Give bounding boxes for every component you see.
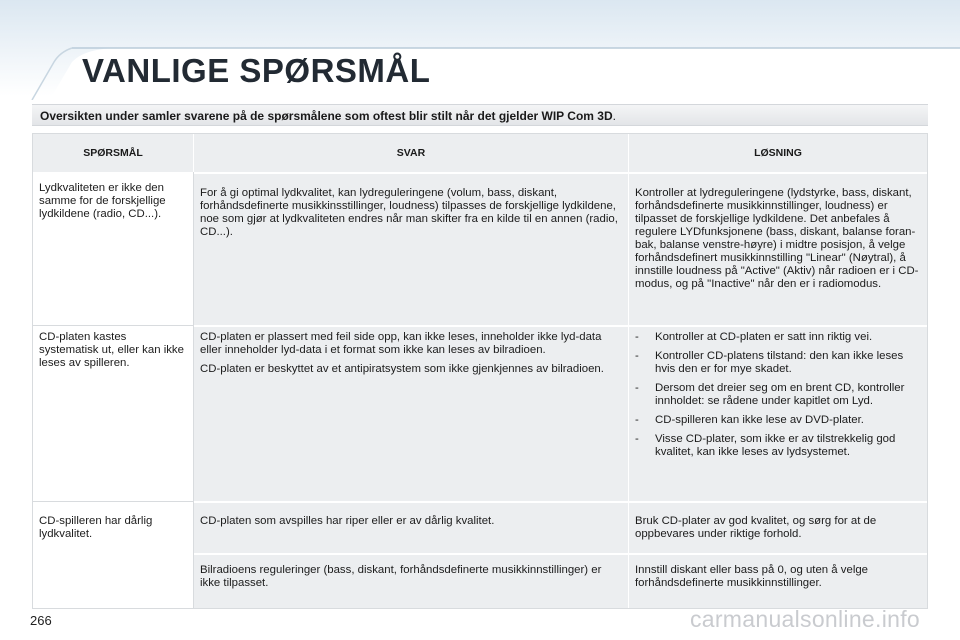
column-header-answer: SVAR	[194, 134, 628, 172]
solution-cell: Innstill diskant eller bass på 0, og uten å velge forhåndsdefinerte musikkinnstillinger.	[635, 564, 869, 589]
question-cell: CD-platen kastes systematisk ut, eller kan ikke leses av spilleren.	[39, 331, 184, 369]
column-divider	[193, 172, 194, 608]
faq-table	[32, 133, 928, 609]
solution-list-item: - Kontroller at CD-platen er satt inn riktig vei.	[635, 331, 919, 344]
watermark: carmanualsonline.info	[689, 606, 920, 632]
question-cell: CD-spilleren har dårlig lydkvalitet.	[39, 515, 153, 540]
row-divider	[33, 325, 193, 326]
solution-list-item: - Visse CD-plater, som ikke er av tilstrekkelig god kvalitet, kan ikke leses av lydsystemet.	[635, 433, 919, 459]
solution-list-item: - CD-spilleren kan ikke lese av DVD-plater.	[635, 414, 919, 427]
answer-paragraph: CD-platen er beskyttet av et antipiratsystem som ikke gjenkjennes av bilradioen.	[200, 363, 604, 375]
solution-list-item: - Dersom det dreier seg om en brent CD, kontroller innholdet: se rådene under kapitlet om Lyd.	[635, 382, 919, 408]
intro-text: Oversikten under samler svarene på de spørsmålene som oftest blir stilt når det gjelder WIP Com 3D	[40, 109, 613, 123]
solution-cell: Bruk CD-plater av god kvalitet, og sørg for at de oppbevares under riktige forhold.	[635, 515, 877, 540]
answer-cell: CD-platen som avspilles har riper eller er av dårlig kvalitet.	[200, 515, 495, 527]
row-divider	[33, 501, 193, 502]
solution-list-item: - Kontroller CD-platens tilstand: den kan ikke leses hvis den er for mye skadet.	[635, 350, 919, 376]
column-header-solution: LØSNING	[629, 134, 927, 172]
question-cell: Lydkvaliteten er ikke den samme for de forskjellige lydkildene (radio, CD...).	[39, 182, 166, 220]
solution-cell	[635, 331, 925, 465]
intro-suffix: .	[612, 109, 616, 123]
cell-bg	[194, 503, 628, 553]
column-header-question: SPØRSMÅL	[33, 134, 193, 172]
answer-cell	[200, 331, 624, 382]
solution-list	[635, 331, 919, 459]
page-title: VANLIGE SPØRSMÅL	[82, 52, 431, 89]
answer-cell: Bilradioens reguleringer (bass, diskant, forhåndsdefinerte musikkinnstillinger) er ikke tilpasset.	[200, 564, 602, 589]
intro-bar	[32, 104, 928, 126]
page-number: 266	[30, 613, 52, 628]
answer-cell: For å gi optimal lydkvalitet, kan lydreguleringene (volum, bass, diskant, forhåndsdefinerte musikkinsstillinger, loudness) tilpasses de forskjellige lydkildene, noe som gjør at lydkvaliteten endres når man skifter fra en kilde til en annen (radio, CD...).	[200, 187, 618, 238]
solution-cell: Kontroller at lydreguleringene (lydstyrke, bass, diskant, forhåndsdefinerte musikkinnstillinger, loudness) er tilpasset de forskjellige lydkildene. Det anbefales å regulere LYDfunksjonene (bass, diskant, balanse foran-bak, balanse venstre-høyre) i midtre posisjon, å velge forhåndsdefinert musikkinnstilling "Linear" (Nøytral), å innstille loudness på "Active" (Aktiv) når radioen er i CD-modus, og på "Inactive" når den er i radiomodus.	[635, 187, 919, 290]
header-band	[0, 0, 960, 100]
answer-paragraph: CD-platen er plassert med feil side opp, kan ikke leses, inneholder ikke lyd-data eller inneholder lyd-data i et format som ikke kan leses av bilradioen.	[200, 331, 602, 356]
